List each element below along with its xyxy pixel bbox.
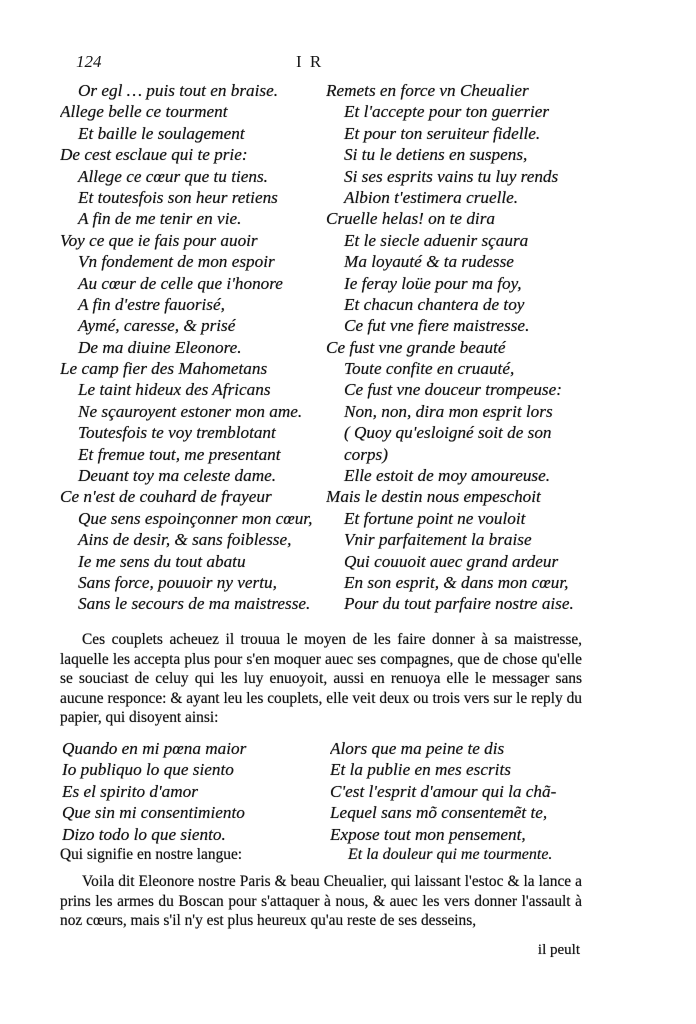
verse-line: Remets en force vn Cheualier bbox=[326, 81, 529, 100]
narrative-paragraph: Ces couplets acheuez il trouua le moyen de les faire donner à sa maistresse, laquelle les accepta plus pour s'en moquer auec ses compagnes, que de chose qu'elle se souciast de celuy qui les luy enuoyoit, aussi en renuoya elle le messager sans aucune responce: & ayant leu les couplets, elle veit deux ou trois vers sur le reply du papier, qui disoyent ainsi: bbox=[60, 631, 582, 726]
verse-line: Vnir parfaitement la braise bbox=[344, 530, 532, 550]
verse-line: A fin d'estre fauorisé, bbox=[78, 294, 225, 314]
verse-line: Ce fut vne fiere maistresse. bbox=[344, 316, 530, 336]
verse-line: Mais le destin nous empeschoit bbox=[326, 487, 541, 507]
verse-line: Et fortune point ne vouloit bbox=[344, 508, 526, 528]
verse-line: Elle estoit de moy amoureuse. bbox=[344, 466, 551, 486]
translation-final-line: Et la douleur qui me tourmente. bbox=[348, 846, 553, 863]
verse-line: Pour du tout parfaire nostre aise. bbox=[344, 594, 574, 614]
verse-line: En son esprit, & dans mon cœur, bbox=[344, 572, 569, 592]
verse-line: Cruelle helas! on te dira bbox=[326, 209, 495, 229]
verse-line: Toute confite en cruauté, bbox=[344, 359, 515, 379]
verse-line: Alors que ma peine te dis bbox=[330, 739, 505, 758]
verse-line: Ains de desir, & sans foiblesse, bbox=[78, 530, 292, 550]
verse-line: Vn fondement de mon espoir bbox=[78, 252, 275, 272]
verse-line: Si tu le detiens en suspens, bbox=[344, 145, 528, 165]
verse-line: Ma loyauté & ta rudesse bbox=[344, 252, 514, 272]
verse-line: Au cœur de celle que i'honore bbox=[78, 273, 283, 293]
verse-line: Allege belle ce tourment bbox=[60, 102, 228, 122]
verse-line: Sans force, pouuoir ny vertu, bbox=[78, 572, 277, 592]
translation-intro: Qui signifie en nostre langue: bbox=[60, 846, 243, 863]
verse-line: Qui couuoit auec grand ardeur bbox=[344, 551, 559, 571]
verse-line: ( Quoy qu'esloigné soit de son bbox=[344, 423, 552, 443]
verse-line: Et la publie en mes escrits bbox=[330, 760, 511, 780]
verse-line: Le camp fier des Mahometans bbox=[60, 359, 268, 379]
poem-column-left bbox=[60, 80, 326, 615]
running-title: I R bbox=[296, 52, 324, 71]
page-number: 124 bbox=[76, 52, 102, 71]
verse-line: Or egl … puis tout en braise. bbox=[78, 81, 279, 100]
verse-line: Et pour ton seruiteur fidelle. bbox=[344, 123, 541, 143]
verse-line: Ce n'est de couhard de frayeur bbox=[60, 487, 272, 507]
verse-line: Ce fust vne douceur trompeuse: bbox=[344, 380, 562, 400]
verse-line: Ce fust vne grande beauté bbox=[326, 337, 506, 357]
verse-line: Et fremue tout, me presentant bbox=[78, 444, 281, 464]
catchword: il peult bbox=[537, 942, 580, 958]
verse-line: Le taint hideux des Africans bbox=[78, 380, 271, 400]
verse-line: Ie me sens du tout abatu bbox=[78, 551, 246, 571]
verse-line: Deuant toy ma celeste dame. bbox=[78, 466, 277, 486]
verse-line: De ma diuine Eleonore. bbox=[78, 337, 242, 357]
verse-line: Et le siecle aduenir sçaura bbox=[344, 230, 529, 250]
verse-line: C'est l'esprit d'amour qui la chã- bbox=[330, 781, 557, 801]
verse-line: Voy ce que ie fais pour auoir bbox=[60, 230, 258, 250]
verse-line: Que sin mi consentimiento bbox=[62, 803, 245, 823]
verse-line: Aymé, caresse, & prisé bbox=[78, 316, 236, 336]
verse-line: Lequel sans mõ consentemẽt te, bbox=[330, 803, 548, 823]
poem-column-right bbox=[326, 80, 592, 615]
closing-paragraph: Voila dit Eleonore nostre Paris & beau Cheualier, qui laissant l'estoc & la lance a prins les armes du Boscan pour s'attaquer à nous, & auec les vers donner l'assault à noz cœurs, mais s'il n'y est plus heureux qu'au reste de ses desseins, bbox=[60, 873, 582, 929]
verse-line: Expose tout mon pensement, bbox=[330, 824, 526, 844]
spanish-verse bbox=[62, 738, 326, 845]
verse-line: Sans le secours de ma maistresse. bbox=[78, 594, 311, 614]
verse-line: Albion t'estimera cruelle. bbox=[344, 187, 519, 207]
verse-line: Io publiquo lo que siento bbox=[62, 760, 234, 780]
verse-line: Si ses esprits vains tu luy rends bbox=[344, 166, 559, 186]
verse-line: Toutesfois te voy tremblotant bbox=[78, 423, 276, 443]
verse-line: Dizo todo lo que siento. bbox=[62, 824, 226, 844]
verse-line: Quando en mi pœna maior bbox=[62, 739, 247, 758]
verse-line: Es el spirito d'amor bbox=[62, 781, 198, 801]
verse-line: Et chacun chantera de toy bbox=[344, 294, 525, 314]
verse-line: Et l'accepte pour ton guerrier bbox=[344, 102, 550, 122]
verse-line: corps) bbox=[344, 444, 388, 464]
page-header bbox=[0, 52, 696, 78]
verse-line: Ie feray loüe pour ma foy, bbox=[344, 273, 522, 293]
french-translation-verse bbox=[330, 738, 592, 845]
verse-line: Non, non, dira mon esprit lors bbox=[344, 401, 553, 421]
verse-line: Allege ce cœur que tu tiens. bbox=[78, 166, 268, 186]
verse-line: A fin de me tenir en vie. bbox=[78, 209, 242, 229]
verse-line: Que sens espoinçonner mon cœur, bbox=[78, 508, 313, 528]
verse-line: Et baille le soulagement bbox=[78, 123, 245, 143]
verse-line: Et toutesfois son heur retiens bbox=[78, 187, 278, 207]
verse-line: Ne sçauroyent estoner mon ame. bbox=[78, 401, 303, 421]
verse-line: De cest esclaue qui te prie: bbox=[60, 145, 248, 165]
